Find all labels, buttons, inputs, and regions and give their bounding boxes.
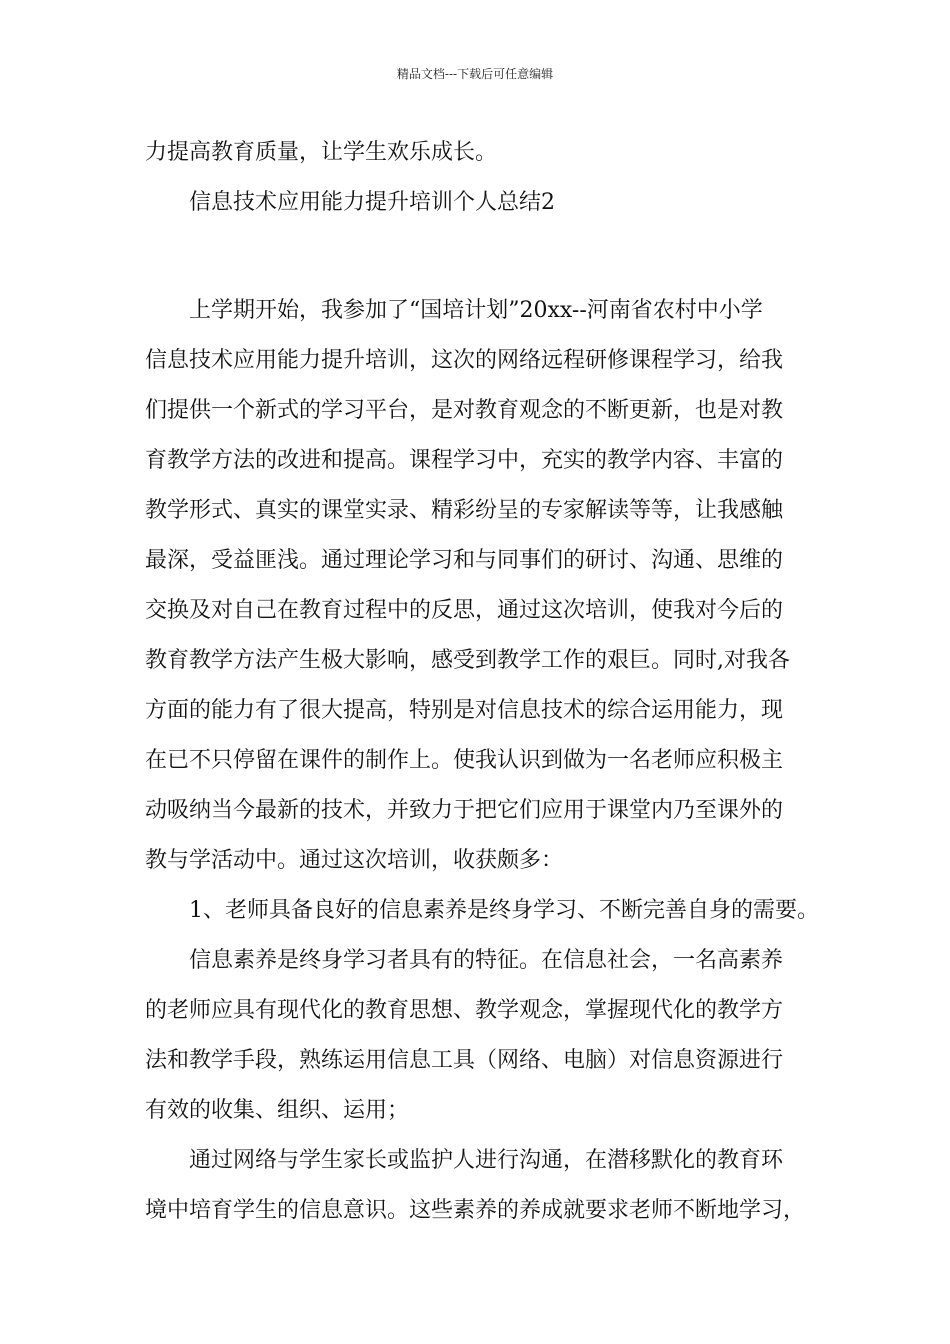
text-line: 通过网络与学生家长或监护人进行沟通，在潜移默化的教育环 — [189, 1148, 784, 1173]
page-header: 精品文档---下载后可任意编辑 — [396, 67, 554, 81]
text-line: 在已不只停留在课件的制作上。使我认识到做为一名老师应积极主 — [145, 748, 784, 773]
text-line: 教学形式、真实的课堂实录、精彩纷呈的专家解读等等，让我感触 — [145, 498, 784, 523]
text-line: 教育教学方法产生极大影响，感受到教学工作的艰巨。同时,对我各 — [145, 648, 790, 673]
text-line: 交换及对自己在教育过程中的反思，通过这次培训，使我对今后的 — [145, 598, 784, 623]
document-body — [145, 128, 825, 1236]
text-line: 教与学活动中。通过这次培训，收获颇多： — [145, 848, 564, 873]
text-line: 上学期开始，我参加了“国培计划”20xx--河南省农村中小学 — [189, 298, 763, 323]
text-line: 信息素养是终身学习者具有的特征。在信息社会，一名高素养 — [189, 948, 784, 973]
text-line: 信息技术应用能力提升培训，这次的网络远程研修课程学习，给我 — [145, 348, 784, 373]
text-line: 力提高教育质量，让学生欢乐成长。 — [145, 140, 498, 165]
text-line: 动吸纳当今最新的技术，并致力于把它们应用于课堂内乃至课外的 — [145, 798, 784, 823]
text-line: 法和教学手段，熟练运用信息工具（网络、电脑）对信息资源进行 — [145, 1048, 784, 1073]
text-line: 境中培育学生的信息意识。这些素养的养成就要求老师不断地学习， — [145, 1198, 806, 1223]
list-item-heading: 1、老师具备良好的信息素养是终身学习、不断完善自身的需要。 — [189, 898, 819, 923]
section-title: 信息技术应用能力提升培训个人总结2 — [189, 190, 555, 215]
text-line: 有效的收集、组织、运用； — [145, 1098, 410, 1123]
text-line: 方面的能力有了很大提高，特别是对信息技术的综合运用能力，现 — [145, 698, 784, 723]
text-line: 的老师应具有现代化的教育思想、教学观念，掌握现代化的教学方 — [145, 998, 784, 1023]
text-line: 最深，受益匪浅。通过理论学习和与同事们的研讨、沟通、思维的 — [145, 548, 784, 573]
blank-spacer — [145, 228, 825, 286]
text-line: 们提供一个新式的学习平台，是对教育观念的不断更新，也是对教 — [145, 398, 784, 423]
text-line: 育教学方法的改进和提高。课程学习中，充实的教学内容、丰富的 — [145, 448, 784, 473]
